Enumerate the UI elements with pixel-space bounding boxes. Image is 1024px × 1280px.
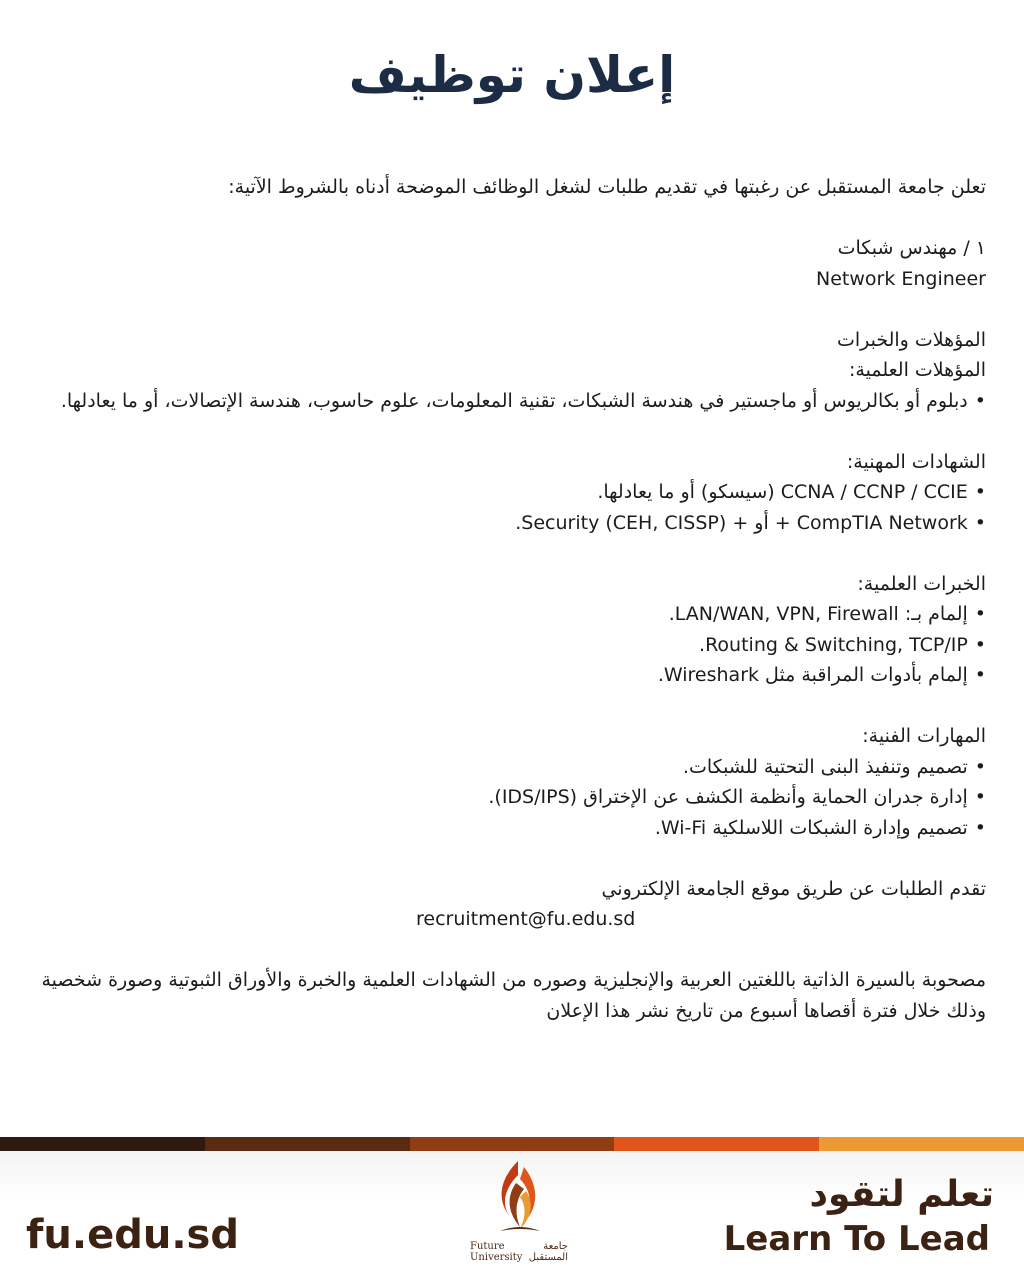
- experience-heading: الخبرات العلمية:: [857, 572, 986, 595]
- job-title-english: Network Engineer: [816, 267, 986, 290]
- certificate-item: • CompTIA Network + أو + Security (CEH, CISSP).: [40, 508, 986, 539]
- band-segment: [0, 1137, 205, 1151]
- recruitment-email-link[interactable]: recruitment@fu.edu.sd: [416, 908, 636, 930]
- experience-item: • إلمام بأدوات المراقبة مثل Wireshark.: [40, 660, 986, 691]
- announcement-body: [40, 172, 986, 1026]
- band-segment: [614, 1137, 819, 1151]
- band-segment: [205, 1137, 410, 1151]
- certificate-item: • CCNA / CCNP / CCIE (سيسكو) أو ما يعادلها.: [40, 477, 986, 508]
- website-link[interactable]: fu.edu.sd: [26, 1212, 239, 1258]
- band-segment: [819, 1137, 1024, 1151]
- experience-item: • Routing & Switching, TCP/IP.: [40, 630, 986, 661]
- color-band: [0, 1137, 1024, 1151]
- skill-item: • إدارة جدران الحماية وأنظمة الكشف عن الإختراق (IDS/IPS).: [40, 782, 986, 813]
- slogan-arabic: تعلم لتقود: [809, 1174, 994, 1215]
- apply-instructions: تقدم الطلبات عن طريق موقع الجامعة الإلكتروني: [601, 877, 986, 900]
- logo-text-arabic: جامعة المستقبل: [528, 1241, 568, 1263]
- closing-line-1: مصحوبة بالسيرة الذاتية باللغتين العربية والإنجليزية وصوره من الشهادات العلمية والخبرة والأوراق الثبوتية وصورة شخصية: [41, 969, 986, 991]
- page-title: إعلان توظيف: [348, 46, 676, 104]
- experience-item: • إلمام بـ: LAN/WAN, VPN, Firewall.: [40, 599, 986, 630]
- academic-qualifications-heading: المؤهلات العلمية:: [849, 359, 986, 381]
- closing-line-2: وذلك خلال فترة أقصاها أسبوع من تاريخ نشر هذا الإعلان: [546, 999, 986, 1022]
- band-segment: [410, 1137, 615, 1151]
- slogan-english: Learn To Lead: [723, 1219, 990, 1259]
- job-title-arabic: ١ / مهندس شبكات: [837, 237, 986, 259]
- flame-icon: [470, 1157, 570, 1241]
- certificates-heading: الشهادات المهنية:: [846, 450, 986, 473]
- intro-text: تعلن جامعة المستقبل عن رغبتها في تقديم طلبات لشغل الوظائف الموضحة أدناه بالشروط الآتية:: [228, 176, 986, 198]
- qualifications-heading: المؤهلات والخبرات: [836, 328, 986, 351]
- footer: [0, 1151, 1024, 1280]
- university-logo: [470, 1157, 570, 1277]
- logo-text-english: Future University: [470, 1241, 523, 1263]
- academic-qualification-item: • دبلوم أو بكالريوس أو ماجستير في هندسة الشبكات، تقنية المعلومات، علوم حاسوب، هندسة الإتصالات، أو ما يعادلها.: [40, 386, 986, 417]
- skills-heading: المهارات الفنية:: [862, 725, 986, 747]
- skill-item: • تصميم وإدارة الشبكات اللاسلكية Wi-Fi.: [40, 813, 986, 844]
- skill-item: • تصميم وتنفيذ البنى التحتية للشبكات.: [40, 752, 986, 783]
